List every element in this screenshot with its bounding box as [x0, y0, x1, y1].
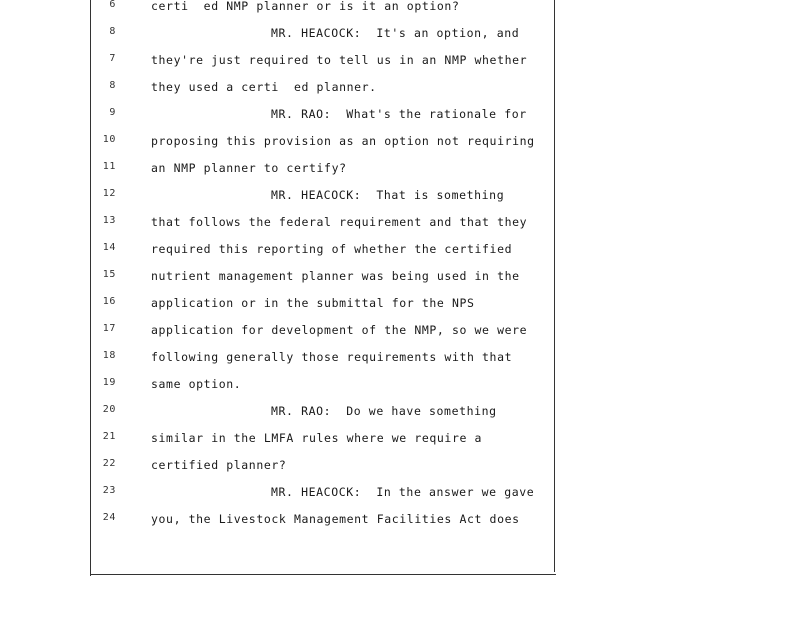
line-number: 20 [102, 404, 116, 415]
line-text: they're just required to tell us in an NMP whether [151, 53, 528, 67]
line-text: an NMP planner to certify? [151, 161, 347, 175]
transcript-line [0, 458, 800, 485]
line-text: application for development of the NMP, so we were [151, 323, 528, 337]
line-number: 9 [109, 107, 116, 118]
line-number: 8 [109, 26, 116, 37]
line-text: certi ed NMP planner or is it an option? [151, 0, 460, 13]
line-text: same option. [151, 377, 242, 391]
line-number: 17 [102, 323, 116, 334]
transcript-line [0, 215, 800, 242]
line-number: 16 [102, 296, 116, 307]
transcript-line [0, 323, 800, 350]
line-number: 23 [102, 485, 116, 496]
line-number: 6 [109, 0, 116, 10]
line-number: 18 [102, 350, 116, 361]
speaker-line-text: MR. HEACOCK: That is something [271, 188, 505, 202]
speaker-line-text: MR. HEACOCK: It's an option, and [271, 26, 520, 40]
line-number: 21 [102, 431, 116, 442]
line-text: application or in the submittal for the NPS [151, 296, 475, 310]
transcript-line [0, 404, 800, 431]
speaker-line-text: MR. RAO: Do we have something [271, 404, 497, 418]
line-number: 11 [102, 161, 116, 172]
line-number: 7 [109, 53, 116, 64]
line-number: 19 [102, 377, 116, 388]
transcript-line [0, 80, 800, 107]
transcript-line [0, 377, 800, 404]
transcript-line [0, 161, 800, 188]
line-text: certified planner? [151, 458, 287, 472]
line-number: 24 [102, 512, 116, 523]
line-text: proposing this provision as an option not requiring [151, 134, 535, 148]
line-number: 10 [102, 134, 116, 145]
line-number: 8 [109, 80, 116, 91]
line-number: 13 [102, 215, 116, 226]
line-text: following generally those requirements with that [151, 350, 513, 364]
transcript-line [0, 134, 800, 161]
transcript-line [0, 26, 800, 53]
transcript-line [0, 107, 800, 134]
transcript-line [0, 53, 800, 80]
line-text: that follows the federal requirement and that they [151, 215, 528, 229]
transcript-line [0, 0, 800, 26]
line-number: 15 [102, 269, 116, 280]
speaker-line-text: MR. HEACOCK: In the answer we gave [271, 485, 535, 499]
line-text: you, the Livestock Management Facilities Act does [151, 512, 520, 526]
line-number: 14 [102, 242, 116, 253]
transcript-line [0, 512, 800, 539]
transcript-line [0, 485, 800, 512]
transcript-line [0, 269, 800, 296]
speaker-line-text: MR. RAO: What's the rationale for [271, 107, 527, 121]
line-text: nutrient management planner was being used in the [151, 269, 520, 283]
line-number: 22 [102, 458, 116, 469]
transcript-line [0, 431, 800, 458]
line-text: required this reporting of whether the certified [151, 242, 513, 256]
line-number: 12 [102, 188, 116, 199]
transcript-line [0, 350, 800, 377]
line-text: they used a certi ed planner. [151, 80, 377, 94]
transcript-line [0, 242, 800, 269]
line-text: similar in the LMFA rules where we require a [151, 431, 483, 445]
bottom-rule [90, 574, 556, 575]
transcript-line [0, 188, 800, 215]
transcript-line [0, 296, 800, 323]
